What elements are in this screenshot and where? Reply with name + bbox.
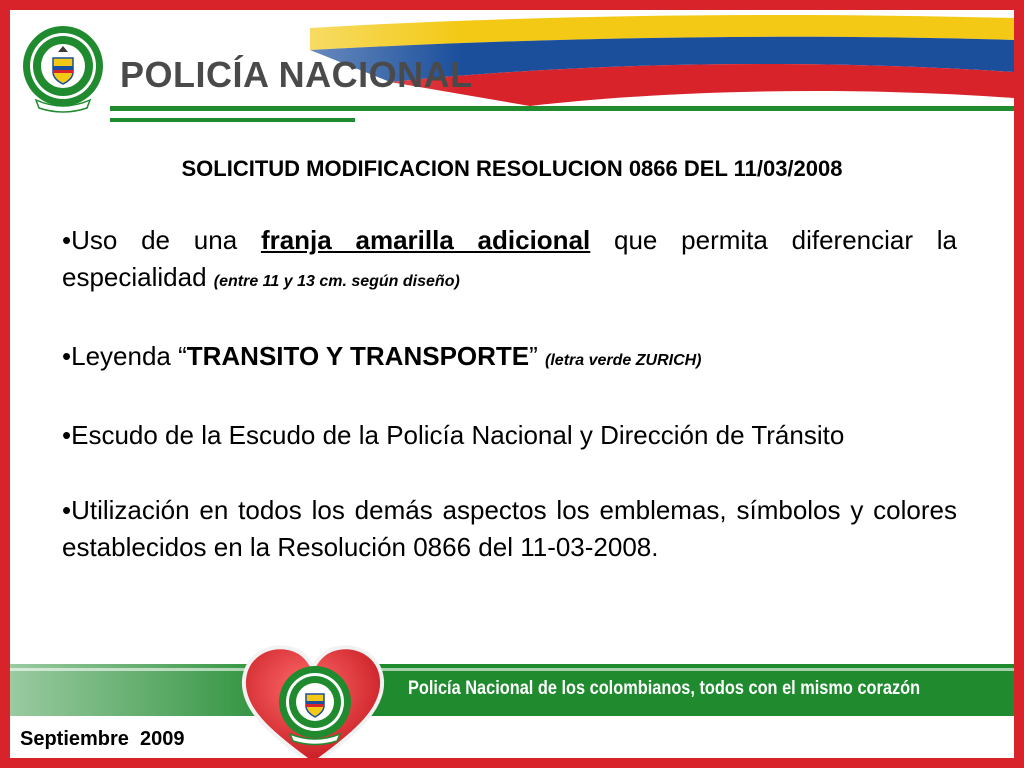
bullet-item: [62, 222, 957, 300]
bullet-list: [62, 222, 957, 604]
bullet-item: [62, 338, 957, 379]
header-title: POLICÍA NACIONAL: [120, 54, 473, 95]
bullet-item: •Utilización en todos los demás aspectos los emblemas, símbolos y colores establecidos en la Resolución 0866 del 11-03-2008.: [62, 495, 957, 562]
slide-title: SOLICITUD MODIFICACION RESOLUCION 0866 DEL 11/03/2008: [181, 156, 843, 181]
bullet-item: •Escudo de la Escudo de la Policía Nacional y Dirección de Tránsito: [62, 420, 845, 450]
policia-nacional-seal-icon: [22, 22, 104, 114]
bullet-emphasis: franja amarilla adicional: [260, 225, 591, 255]
bullet-emphasis: TRANSITO Y TRANSPORTE: [186, 341, 530, 371]
bullet-note: (letra verde ZURICH): [545, 352, 702, 369]
bullet-text: •Leyenda “: [62, 341, 187, 371]
bullet-text: que permita diferenciar la especialidad: [62, 225, 958, 292]
header-green-line: [110, 106, 1014, 111]
bullet-text: ”: [529, 341, 546, 371]
footer-slogan: Policía Nacional de los colombianos, todos con el mismo corazón: [408, 678, 921, 699]
header-green-line-short: [110, 118, 355, 122]
bullet-text: •Uso de una: [62, 225, 261, 255]
heart-seal-icon: [238, 640, 388, 768]
bullet-note: (entre 11 y 13 cm. según diseño): [213, 273, 460, 290]
footer-date: Septiembre 2009: [20, 728, 185, 750]
